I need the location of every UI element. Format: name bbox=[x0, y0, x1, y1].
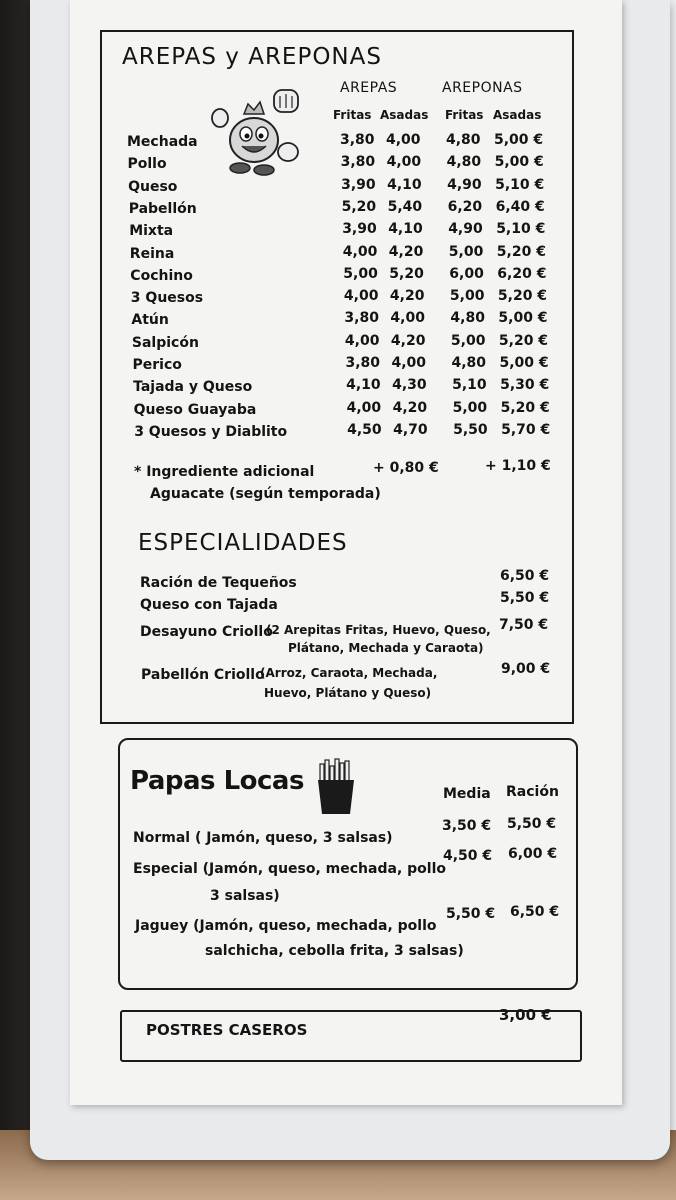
areponas-asadas-price: 5,10 € bbox=[496, 221, 546, 238]
areponas-asadas-price: 5,30 € bbox=[500, 377, 550, 394]
areponas-asadas-price: 5,20 € bbox=[500, 399, 550, 416]
areponas-asadas-price: 5,00 € bbox=[494, 132, 544, 148]
areponas-asadas-price: 5,70 € bbox=[501, 421, 551, 438]
papas-normal-desc: Normal ( Jamón, queso, 3 salsas) bbox=[133, 830, 393, 846]
areponas-asadas-price: 6,40 € bbox=[495, 198, 545, 215]
arepa-asadas-price: 4,00 bbox=[386, 154, 422, 171]
areponas-fritas-price: 6,20 bbox=[447, 198, 483, 215]
arepa-item-name: Salpicón bbox=[131, 334, 199, 351]
areponas-asadas-price: 5,20 € bbox=[497, 288, 548, 305]
arepa-asadas-price: 4,00 bbox=[390, 310, 425, 327]
arepa-item-name: 3 Quesos y Diablito bbox=[134, 423, 288, 440]
arepa-fritas-price: 3,80 bbox=[340, 154, 376, 171]
col-fritas-arepas: Fritas bbox=[333, 108, 372, 122]
papas-jaguey-media: 5,50 € bbox=[446, 906, 496, 922]
areponas-asadas-price: 5,20 € bbox=[498, 332, 549, 349]
areponas-fritas-price: 5,00 bbox=[448, 243, 484, 260]
postres-label: POSTRES CASEROS bbox=[146, 1021, 308, 1039]
areponas-asadas-price: 5,00 € bbox=[498, 310, 548, 327]
arepa-item-name: Cochino bbox=[130, 267, 193, 284]
arepa-fritas-price: 4,00 bbox=[343, 288, 379, 305]
arepa-fritas-price: 4,50 bbox=[347, 421, 382, 438]
arepa-asadas-price: 4,00 bbox=[386, 132, 421, 148]
areponas-fritas-price: 6,00 bbox=[449, 265, 484, 282]
esp-queso-tajada-name: Queso con Tajada bbox=[140, 597, 278, 613]
extra-areponas-price: + 1,10 € bbox=[485, 458, 551, 474]
esp-desayuno-price: 7,50 € bbox=[499, 617, 549, 633]
arepa-item-name: Atún bbox=[131, 312, 169, 329]
arepa-item-name: Queso bbox=[128, 178, 178, 195]
papas-col-media: Media bbox=[443, 786, 491, 802]
areponas-fritas-price: 5,00 bbox=[450, 332, 486, 349]
papas-especial-media: 4,50 € bbox=[443, 848, 493, 864]
papas-especial-desc-2: 3 salsas) bbox=[210, 888, 280, 904]
esp-tequenos-price: 6,50 € bbox=[500, 568, 550, 584]
especialidades-title: ESPECIALIDADES bbox=[138, 530, 348, 556]
arepa-fritas-price: 3,80 bbox=[345, 355, 381, 371]
arepa-fritas-price: 4,00 bbox=[346, 399, 382, 416]
arepa-asadas-price: 4,10 bbox=[387, 176, 422, 193]
areponas-fritas-price: 4,80 bbox=[450, 310, 485, 327]
esp-queso-tajada-price: 5,50 € bbox=[500, 590, 550, 606]
col-asadas-areponas: Asadas bbox=[493, 108, 542, 122]
areponas-fritas-price: 5,10 bbox=[452, 377, 487, 394]
extra-aguacate-label: Aguacate (según temporada) bbox=[150, 486, 381, 502]
arepas-title: AREPAS y AREPONAS bbox=[122, 44, 382, 70]
esp-pabellon-desc-1: (Arroz, Caraota, Mechada, bbox=[260, 666, 438, 680]
col-fritas-areponas: Fritas bbox=[445, 108, 484, 122]
arepa-asadas-price: 5,20 bbox=[389, 265, 424, 282]
esp-desayuno-desc-2: Plátano, Mechada y Caraota) bbox=[288, 641, 484, 655]
areponas-fritas-price: 5,00 bbox=[449, 288, 485, 305]
group-arepas-heading: AREPAS bbox=[340, 80, 398, 96]
areponas-asadas-price: 5,00 € bbox=[494, 154, 544, 171]
areponas-fritas-price: 4,80 bbox=[446, 132, 481, 148]
arepa-fritas-price: 3,80 bbox=[344, 310, 379, 327]
arepa-fritas-price: 3,80 bbox=[340, 132, 375, 148]
arepa-asadas-price: 4,10 bbox=[388, 221, 423, 238]
arepa-fritas-price: 3,90 bbox=[341, 176, 376, 193]
extra-ingredient-label: * Ingrediente adicional bbox=[134, 464, 315, 480]
areponas-fritas-price: 5,00 bbox=[452, 399, 488, 416]
papas-normal-racion: 5,50 € bbox=[507, 816, 557, 832]
areponas-fritas-price: 5,50 bbox=[453, 421, 488, 438]
arepa-fritas-price: 5,00 bbox=[343, 265, 378, 282]
areponas-fritas-price: 4,80 bbox=[446, 154, 482, 171]
esp-pabellon-name: Pabellón Criollo bbox=[141, 667, 265, 683]
arepa-item-name: Mechada bbox=[127, 134, 198, 150]
arepa-fritas-price: 5,20 bbox=[341, 198, 377, 215]
areponas-asadas-price: 6,20 € bbox=[497, 265, 547, 282]
arepa-asadas-price: 4,20 bbox=[388, 243, 424, 260]
arepa-item-name: Queso Guayaba bbox=[133, 401, 257, 418]
areponas-asadas-price: 5,00 € bbox=[499, 355, 549, 371]
papas-jaguey-racion: 6,50 € bbox=[510, 904, 560, 920]
arepa-item-name: Perico bbox=[132, 357, 182, 373]
esp-tequenos-name: Ración de Tequeños bbox=[140, 575, 297, 591]
arepa-item-name: Pollo bbox=[127, 156, 167, 173]
areponas-fritas-price: 4,80 bbox=[451, 355, 487, 371]
arepa-asadas-price: 4,30 bbox=[392, 377, 427, 394]
arepa-asadas-price: 4,00 bbox=[391, 355, 427, 371]
papas-especial-racion: 6,00 € bbox=[508, 846, 558, 862]
arepa-item-name: 3 Quesos bbox=[130, 290, 204, 307]
fries-icon bbox=[314, 758, 358, 816]
esp-desayuno-desc-1: (2 Arepitas Fritas, Huevo, Queso, bbox=[266, 623, 491, 637]
postres-price: 3,00 € bbox=[499, 1006, 552, 1024]
esp-desayuno-name: Desayuno Criollo bbox=[140, 624, 273, 640]
papas-especial-desc-1: Especial (Jamón, queso, mechada, pollo bbox=[133, 861, 446, 877]
arepa-item-name: Tajada y Queso bbox=[133, 379, 253, 396]
arepa-asadas-price: 4,20 bbox=[390, 332, 426, 349]
esp-pabellon-price: 9,00 € bbox=[501, 661, 551, 677]
arepa-item-name: Pabellón bbox=[128, 200, 197, 217]
papas-title: Papas Locas bbox=[130, 766, 304, 796]
esp-pabellon-desc-2: Huevo, Plátano y Queso) bbox=[264, 686, 432, 700]
arepa-asadas-price: 5,40 bbox=[387, 198, 423, 215]
papas-col-racion: Ración bbox=[506, 784, 559, 800]
arepa-mascot-icon bbox=[208, 88, 304, 176]
extra-arepas-price: + 0,80 € bbox=[373, 460, 439, 476]
papas-jaguey-desc-2: salchicha, cebolla frita, 3 salsas) bbox=[205, 943, 464, 959]
col-asadas-arepas: Asadas bbox=[380, 108, 429, 122]
papas-jaguey-desc-1: Jaguey (Jamón, queso, mechada, pollo bbox=[135, 918, 437, 934]
arepa-asadas-price: 4,20 bbox=[389, 288, 425, 305]
arepa-fritas-price: 4,00 bbox=[342, 243, 378, 260]
arepa-fritas-price: 4,00 bbox=[344, 332, 380, 349]
areponas-asadas-price: 5,10 € bbox=[495, 176, 545, 193]
arepa-asadas-price: 4,20 bbox=[392, 399, 428, 416]
papas-normal-media: 3,50 € bbox=[442, 818, 492, 834]
arepa-fritas-price: 3,90 bbox=[342, 221, 377, 238]
arepa-asadas-price: 4,70 bbox=[393, 421, 428, 438]
areponas-fritas-price: 4,90 bbox=[447, 176, 482, 193]
areponas-fritas-price: 4,90 bbox=[448, 221, 483, 238]
areponas-asadas-price: 5,20 € bbox=[496, 243, 546, 260]
arepa-item-name: Reina bbox=[129, 245, 175, 262]
arepa-item-name: Mixta bbox=[129, 223, 174, 240]
group-areponas-heading: AREPONAS bbox=[442, 80, 523, 96]
arepa-fritas-price: 4,10 bbox=[346, 377, 381, 394]
